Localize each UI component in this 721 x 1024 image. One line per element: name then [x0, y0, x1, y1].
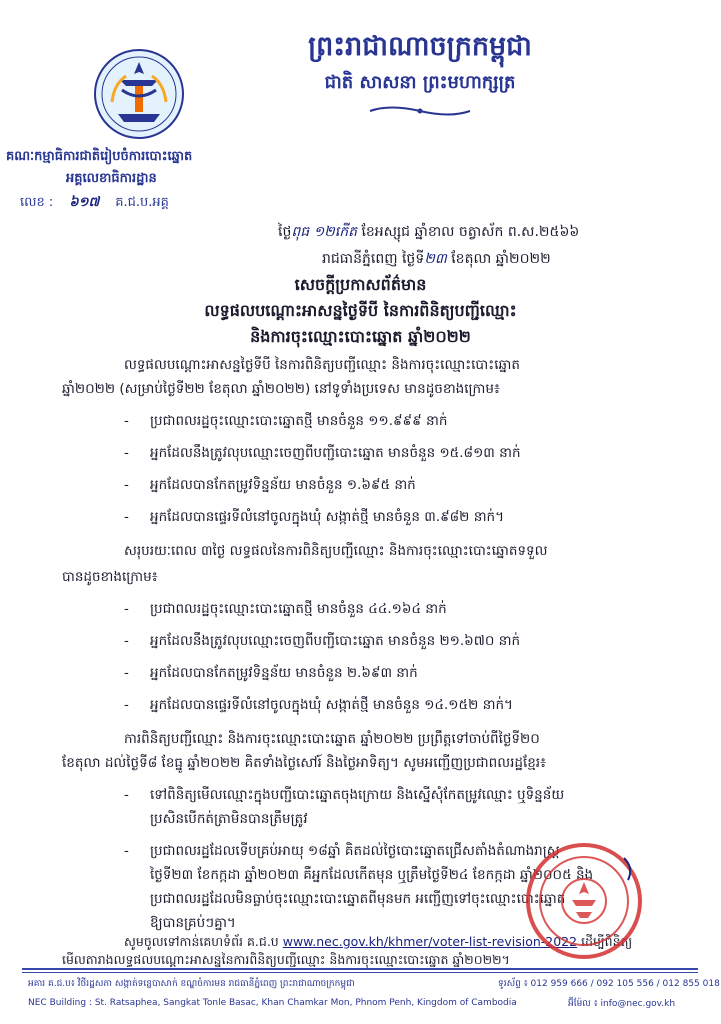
section2-item: - អ្នកដែលនឹងត្រូវលុបឈ្មោះចេញពីបញ្ជីបោះឆ្នោត មានចំនួន ២១.៦៧០ នាក់: [124, 633, 521, 649]
org-name: គណៈកម្មាធិការជាតិរៀបចំការបោះឆ្នោត: [6, 149, 193, 164]
reference-label: លេខ :: [20, 195, 54, 210]
section1-item: - អ្នកដែលបានផ្ទេរទីលំនៅចូលក្នុងឃុំ សង្កាត់ថ្មី មានចំនួន ៣.៩៨២ នាក់។: [124, 509, 505, 525]
section1-item: - អ្នកដែលនឹងត្រូវលុបឈ្មោះចេញពីបញ្ជីបោះឆ្នោត មានចំនួន ១៥.៨១៣ នាក់: [124, 445, 521, 461]
voter-list-link[interactable]: www.nec.gov.kh/khmer/voter-list-revision-2022: [282, 934, 578, 949]
section3-item: - ទៅពិនិត្យមើលឈ្មោះក្នុងបញ្ជីបោះឆ្នោតចុងក្រោយ និងស្នើសុំកែតម្រូវឈ្មោះ ឬទិន្នន័យ: [124, 787, 565, 803]
official-seal-stamp: [524, 838, 644, 964]
section1-item: - អ្នកដែលបានកែតម្រូវទិន្នន័យ មានចំនួន ១.៦៩៥ នាក់: [124, 477, 416, 493]
section3-item: - ប្រជាពលរដ្ឋដែលទើបគ្រប់អាយុ ១៨ឆ្នាំ គិតដល់ថ្ងៃបោះឆ្នោតជ្រើសតាំងតំណាងរាស្ត្រ: [124, 843, 560, 859]
solar-date: [322, 249, 551, 270]
solar-date-prefix: រាជធានីភ្នំពេញ ថ្ងៃទី: [322, 251, 425, 267]
solar-date-rest: ខែតុលា ឆ្នាំ២០២២: [451, 251, 551, 267]
closing-prefix: សូមចូលទៅកាន់គេហទំព័រ គ.ជ.ប: [124, 934, 279, 949]
closing-suffix: ដើម្បីពិនិត្យ: [581, 934, 633, 949]
section3-item-continuation: ឱ្យបានគ្រប់ៗគ្នា។: [150, 915, 236, 931]
footer-phone: ទូរស័ព្ទ ៖ 012 959 666 / 092 105 556 / 012 855 018: [498, 979, 720, 989]
section3-intro-line2: ខែតុលា ដល់ថ្ងៃទី៨ ខែធ្នូ ឆ្នាំ២០២២ គិតទាំងថ្ងៃសៅរ៍ និងថ្ងៃអាទិត្យ។ សូមអញ្ជើញប្រជាពលរដ្ឋខ្មែរ៖: [62, 755, 547, 771]
section3-item-continuation: ថ្ងៃទី២៣ ខែកក្កដា ឆ្នាំ២០២៣ គឺអ្នកដែលកើតមុន ឬត្រឹមថ្ងៃទី២៤ ខែកក្កដា ឆ្នាំ២០០៥ និង: [150, 867, 594, 883]
footer-divider: [22, 972, 698, 973]
section1-intro-line2: ឆ្នាំ២០២២ (សម្រាប់ថ្ងៃទី២២ ខែតុលា ឆ្នាំ២០២២) នៅទូទាំងប្រទេស មានដូចខាងក្រោម៖: [62, 381, 500, 397]
reference-code: គ.ជ.ប.អគ្គ: [115, 195, 169, 210]
footer-address-khmer: អគារ គ.ជ.ប៖ វិថីរដ្ឋសភា សង្កាត់ទន្លេបាសាក់ ខណ្ឌចំការមន រាជធានីភ្នំពេញ ព្រះរាជាណាចក្រកម្ពុជា: [28, 979, 355, 989]
org-department: អគ្គលេខាធិការដ្ឋាន: [66, 171, 157, 186]
announcement-subtitle-2: និងការចុះឈ្មោះបោះឆ្នោត ឆ្នាំ២០២២: [250, 327, 471, 346]
section2-intro-line1: សរុបរយៈពេល ៣ថ្ងៃ លទ្ធផលនៃការពិនិត្យបញ្ជីឈ្មោះ និងការចុះឈ្មោះបោះឆ្នោតទទួល: [124, 543, 548, 559]
solar-date-day: ២៣: [424, 251, 447, 267]
lunar-date-prefix: ថ្ងៃ: [278, 224, 292, 240]
footer-address-english: NEC Building : St. Ratsaphea, Sangkat Tonle Basac, Khan Chamkar Mon, Phnom Penh, Kingdom of Cambodia: [28, 998, 517, 1008]
section2-intro-line2: បានដូចខាងក្រោម៖: [62, 569, 158, 585]
nec-emblem-logo: [92, 44, 186, 144]
section1-item: - ប្រជាពលរដ្ឋចុះឈ្មោះបោះឆ្នោតថ្មី មានចំនួន ១១.៩៩៩ នាក់: [124, 413, 448, 429]
ornament-divider-icon: [360, 104, 480, 118]
lunar-date-rest: ខែអស្សុជ ឆ្នាំខាល ចត្វាស័ក ព.ស.២៥៦៦: [361, 224, 580, 240]
section1-intro-line1: លទ្ធផលបណ្តោះអាសន្នថ្ងៃទីបី នៃការពិនិត្យបញ្ជីឈ្មោះ និងការចុះឈ្មោះបោះឆ្នោត: [124, 357, 520, 373]
announcement-subtitle-1: លទ្ធផលបណ្តោះអាសន្នថ្ងៃទីបី នៃការពិនិត្យបញ្ជីឈ្មោះ: [204, 301, 517, 320]
section2-item: - ប្រជាពលរដ្ឋចុះឈ្មោះបោះឆ្នោតថ្មី មានចំនួន ៤៤.១៦៤ នាក់: [124, 601, 447, 617]
section3-item-continuation: ប្រជាពលរដ្ឋដែលមិនធ្លាប់ចុះឈ្មោះបោះឆ្នោតពីមុនមក អញ្ជើញទៅចុះឈ្មោះបោះឆ្នោត: [150, 891, 566, 907]
section2-item: - អ្នកដែលបានកែតម្រូវទិន្នន័យ មានចំនួន ២.៦៩៣ នាក់: [124, 665, 418, 681]
kingdom-title: ព្រះរាជាណាចក្រកម្ពុជា: [308, 31, 532, 62]
section2-item: - អ្នកដែលបានផ្ទេរទីលំនៅចូលក្នុងឃុំ សង្កាត់ថ្មី មានចំនួន ១៤.១៥២ នាក់។: [124, 697, 513, 713]
lunar-date: [278, 222, 579, 243]
reference-line: [20, 194, 181, 213]
national-motto: ជាតិ សាសនា ព្រះមហាក្សត្រ: [324, 72, 516, 93]
footer-email: អ៊ីម៉ែល ៖ info@nec.gov.kh: [568, 999, 676, 1009]
closing-line2: មើលតារាងលទ្ធផលបណ្តោះអាសន្ននៃការពិនិត្យបញ្ជីឈ្មោះ និងការចុះឈ្មោះបោះឆ្នោត ឆ្នាំ២០២២។: [62, 952, 510, 967]
section3-intro-line1: ការពិនិត្យបញ្ជីឈ្មោះ និងការចុះឈ្មោះបោះឆ្នោត ឆ្នាំ២០២២ ប្រព្រឹត្តទៅចាប់ពីថ្ងៃទី២០: [124, 731, 540, 747]
section3-item-continuation: ប្រសិនបើកត់ត្រាមិនបានត្រឹមត្រូវ: [150, 811, 308, 827]
lunar-date-handwritten: ពុធ ១២កើត: [291, 224, 357, 240]
footer-divider: [22, 968, 698, 970]
reference-number: ៦១៧: [69, 195, 100, 210]
announcement-title: សេចក្តីប្រកាសព័ត៌មាន: [294, 275, 427, 294]
